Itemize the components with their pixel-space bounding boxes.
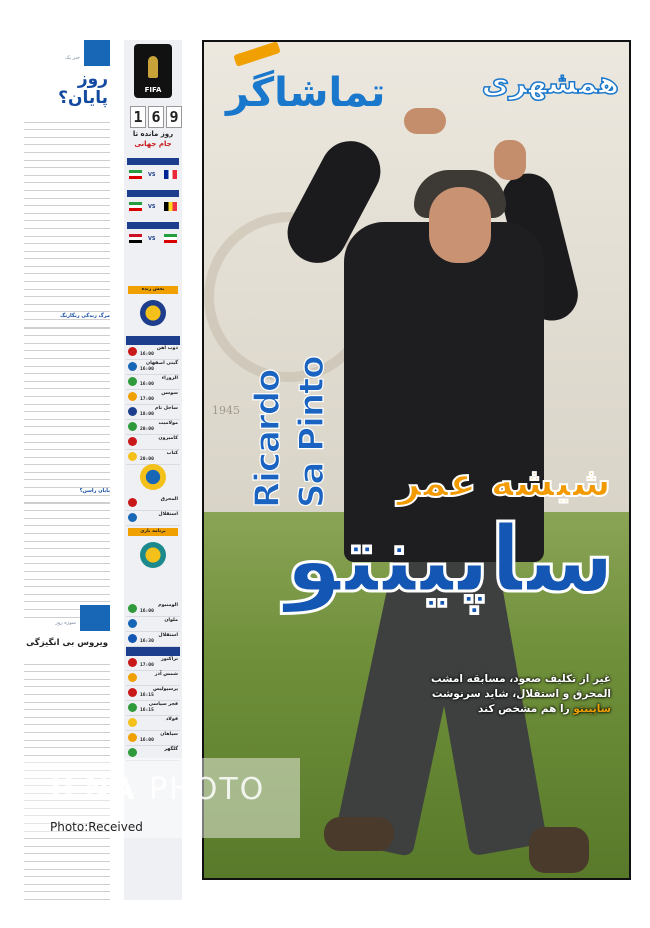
match-row[interactable]: الومنیوم 16:00 — [126, 602, 180, 617]
countdown-digit: 9 — [166, 106, 182, 128]
flag-icon — [129, 234, 142, 243]
match-row[interactable]: ساحل تام 18:00 — [126, 405, 180, 420]
sub-line: ساپینتو را هم مشخص کند — [478, 703, 611, 715]
team-logo-icon — [128, 407, 137, 416]
match-row[interactable]: استقلال 16:30 — [126, 632, 180, 647]
team-logo-icon — [128, 377, 137, 386]
sub-highlight: ساپینتو — [573, 703, 611, 715]
match-row[interactable]: شمس آذر — [126, 671, 180, 686]
match-date-bar — [127, 190, 179, 197]
masthead-logo[interactable]: تماشاگر — [226, 70, 386, 116]
group-match-card[interactable] — [127, 158, 179, 184]
flag-icon — [164, 170, 177, 179]
team-logo-icon — [128, 437, 137, 446]
match-row[interactable]: گلگهر — [126, 746, 180, 761]
coach-hand — [494, 140, 526, 180]
team-logo-icon — [128, 498, 137, 507]
cup-badge-icon — [140, 464, 166, 490]
match-row[interactable]: گیتی اصفهان 16:00 — [126, 360, 180, 375]
team-logo-icon — [128, 347, 137, 356]
article-subhead-2: پایان راسن؟ — [79, 488, 110, 494]
team-logo-icon — [128, 604, 137, 613]
sub-line: المحرق و استقلال، شاید سرنوشت — [431, 688, 611, 700]
team-logo-icon — [128, 688, 137, 697]
fifa-label: FIFA — [144, 86, 162, 94]
article-body-3 — [24, 485, 110, 618]
match-date-bar — [127, 222, 179, 229]
group-match-card[interactable] — [127, 222, 179, 248]
team-logo-icon — [128, 619, 137, 628]
water-bottle — [404, 878, 500, 880]
team-logo-icon — [128, 703, 137, 712]
vs-label: VS — [148, 172, 156, 178]
countdown-digits — [130, 106, 182, 128]
agency-watermark: ILNA PHOTO — [50, 772, 266, 807]
flag-icon — [129, 202, 142, 211]
cover-kicker: شیشه عمر — [397, 460, 611, 506]
match-row[interactable]: مولاميت 20:00 — [126, 420, 180, 435]
left-headline-2[interactable]: ویروس بی انگیزگی — [26, 638, 108, 648]
match-row[interactable]: ملوان — [126, 617, 180, 632]
cover-headline[interactable]: ساپینتو — [285, 506, 615, 613]
coach-first-name: Ricardo — [248, 369, 288, 508]
match-date-bar — [127, 158, 179, 165]
days-remaining-label: روز مانده تا — [132, 130, 174, 138]
match-row[interactable]: فجر سپاسی 16:15 — [126, 701, 180, 716]
coach-name-vertical — [240, 250, 352, 510]
team-logo-icon — [128, 452, 137, 461]
day-header — [126, 647, 180, 656]
day-header — [126, 336, 180, 345]
world-cup-label: جام جهانی — [134, 140, 172, 148]
section-tag-box-2 — [80, 605, 110, 631]
flag-icon — [164, 202, 177, 211]
team-logo-icon — [128, 392, 137, 401]
coach-shoe — [529, 827, 589, 873]
section-tag-box — [84, 40, 110, 66]
match-row[interactable]: كتاب 20:00 — [126, 450, 180, 465]
photo-credit-note: Photo:Received — [50, 820, 143, 834]
left-headline[interactable]: روز پایان؟ — [58, 69, 108, 108]
match-list-2 — [126, 496, 180, 526]
section-tag: خبر یک — [65, 55, 80, 61]
match-row[interactable]: تراکتور 17:00 — [126, 656, 180, 671]
seal-year: 1945 — [212, 404, 240, 417]
live-section-bar: بخش زنده — [128, 286, 178, 294]
team-logo-icon — [128, 748, 137, 757]
team-logo-icon — [128, 718, 137, 727]
team-logo-icon — [128, 362, 137, 371]
coach-head — [429, 187, 491, 263]
countdown-digit: 1 — [130, 106, 146, 128]
vs-label: VS — [148, 204, 156, 210]
trophy-icon — [148, 56, 158, 78]
article-subhead-1: مرگ زندگی رنگارنگ — [60, 313, 110, 319]
coach-last-name: Sa Pinto — [292, 356, 332, 508]
program-section-bar: برنامه بازی — [128, 528, 178, 536]
coach-hand — [404, 108, 446, 134]
match-row[interactable]: الزوراء 16:00 — [126, 375, 180, 390]
flag-icon — [164, 234, 177, 243]
match-row[interactable]: سپاهان 16:00 — [126, 731, 180, 746]
flag-icon — [129, 170, 142, 179]
team-logo-icon — [128, 658, 137, 667]
cover-page — [202, 40, 631, 880]
match-list-1 — [126, 336, 180, 465]
sub-line: غیر از تکلیف صعود، مسابقه امشب — [431, 673, 611, 685]
world-cup-logo — [134, 44, 172, 98]
match-row[interactable]: استقلال — [126, 511, 180, 526]
team-logo-icon — [128, 513, 137, 522]
match-row[interactable]: سوسن 17:00 — [126, 390, 180, 405]
match-row[interactable]: پرسپولیس 16:15 — [126, 686, 180, 701]
team-logo-icon — [128, 733, 137, 742]
group-match-card[interactable] — [127, 190, 179, 216]
league-badge-icon — [140, 300, 166, 326]
countdown-digit: 6 — [148, 106, 164, 128]
masthead-secondary: همشهری — [481, 66, 619, 101]
cover-subheadline — [391, 672, 611, 717]
vs-label: VS — [148, 236, 156, 242]
section-tag-2: سوژه روز — [55, 620, 76, 626]
coach-shoe — [324, 817, 394, 851]
league-badge-icon — [140, 542, 166, 568]
team-logo-icon — [128, 673, 137, 682]
match-row[interactable]: ذوب آهن 16:00 — [126, 345, 180, 360]
match-row[interactable]: كاميرون — [126, 435, 180, 450]
team-logo-icon — [128, 634, 137, 643]
team-logo-icon — [128, 422, 137, 431]
match-list-3 — [126, 602, 180, 761]
article-body-1 — [24, 115, 110, 328]
match-row[interactable]: فولاد — [126, 716, 180, 731]
match-row[interactable]: المحرق — [126, 496, 180, 511]
article-body-2 — [24, 310, 110, 503]
